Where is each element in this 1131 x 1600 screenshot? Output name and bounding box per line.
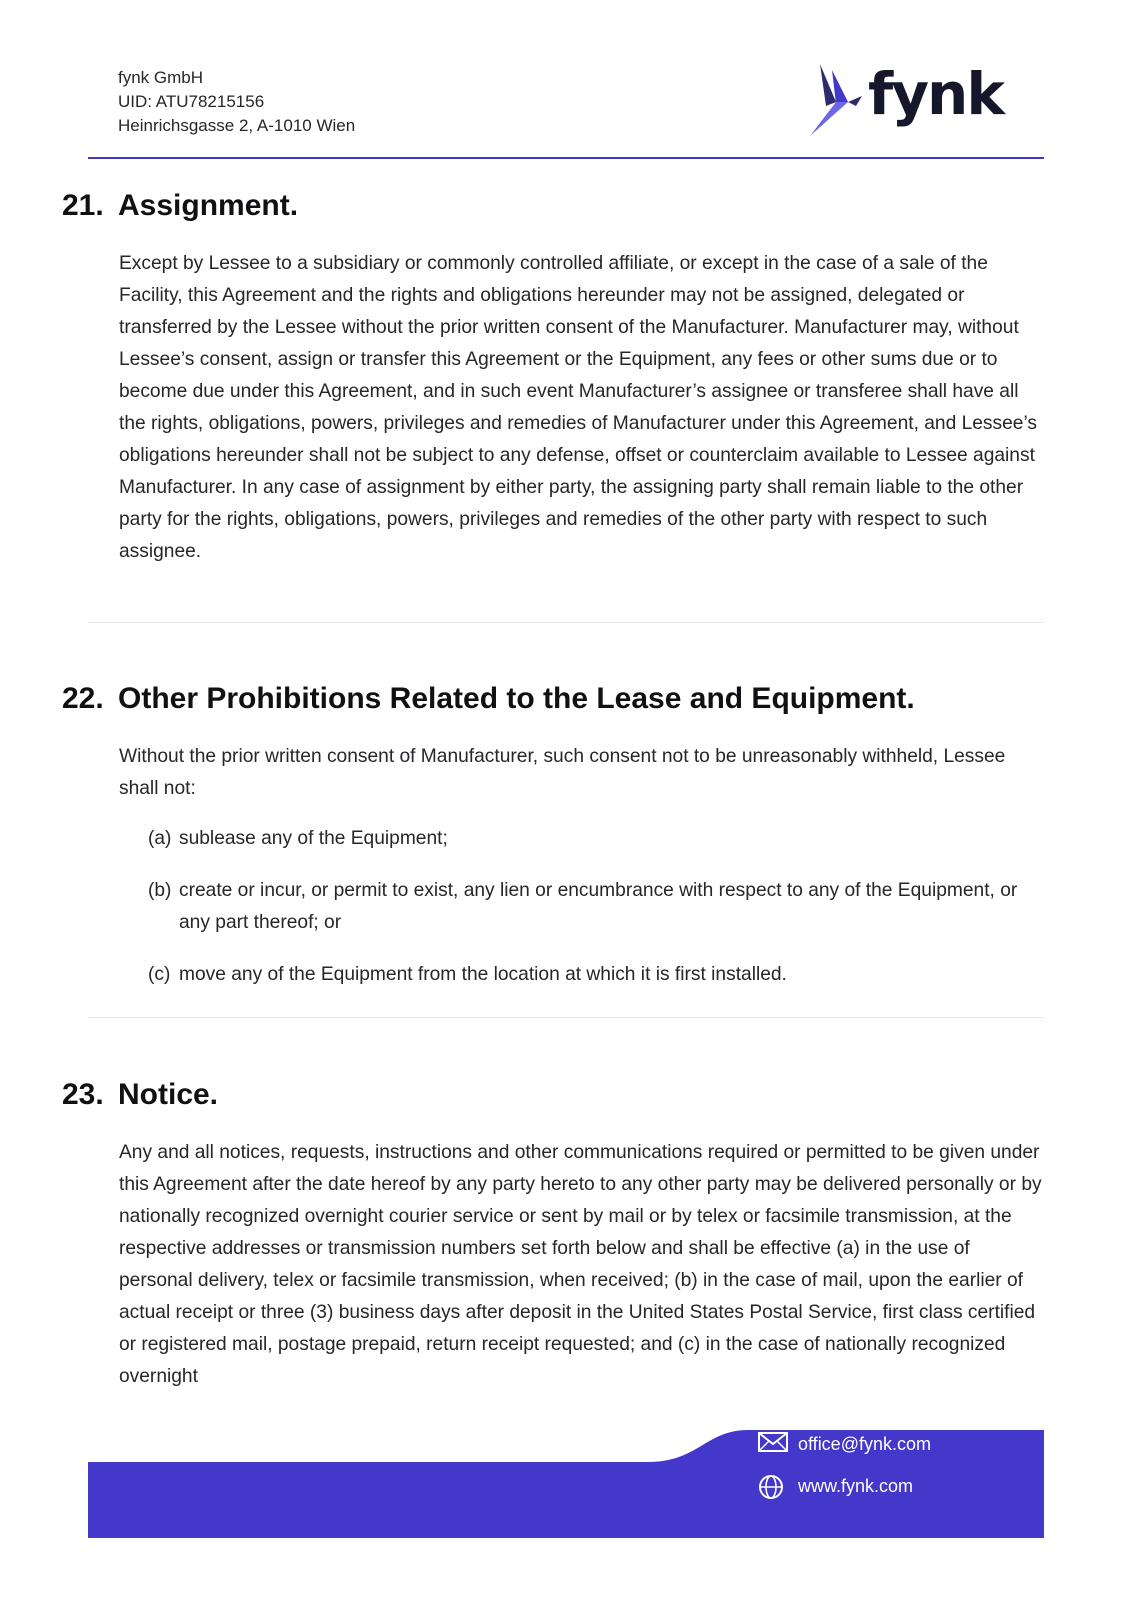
section-title: Assignment. (118, 189, 299, 222)
envelope-icon (758, 1432, 788, 1456)
section-heading (62, 186, 1044, 226)
section-number: 21. (62, 189, 104, 222)
section-title: Notice. (118, 1078, 219, 1111)
list-item (148, 823, 1044, 855)
email-link[interactable]: office@fynk.com (798, 1433, 931, 1454)
section-paragraph: Any and all notices, requests, instructions and other communications required or permitted to be given under this Agreement after the date hereof by any party hereto to any other party may be delivered personally or by nationally recognized overnight courier service or sent by mail or by telex or facsimile transmission, at the respective addresses or transmission numbers set forth below and shall be effective (a) in the use of personal delivery, telex or facsimile transmission, when received; (b) in the case of mail, upon the earlier of actual receipt or three (3) business days after deposit in the United States Postal Service, first class certified or registered mail, postage prepaid, return receipt requested; and (c) in the case of nationally recognized overnight (119, 1142, 1042, 1387)
header-rule (88, 157, 1044, 159)
section-21 (62, 186, 1044, 568)
company-address: Heinrichsgasse 2, A-1010 Wien (118, 116, 356, 135)
section-22 (62, 679, 1044, 1011)
section-number: 22. (62, 682, 104, 715)
section-23 (62, 1075, 1044, 1393)
list-item (148, 875, 1044, 939)
company-name: fynk GmbH (118, 68, 204, 87)
company-uid: UID: ATU78215156 (118, 92, 265, 111)
company-info (118, 66, 355, 138)
section-divider (88, 622, 1044, 623)
section-paragraph: Without the prior written consent of Manufacturer, such consent not to be unreasonably withheld, Lessee shall not: (119, 746, 1006, 799)
bird-logo-icon (806, 62, 868, 142)
section-title: Other Prohibitions Related to the Lease and Equipment. (118, 682, 915, 715)
prohibition-list (148, 823, 1044, 991)
section-divider (88, 1017, 1044, 1018)
list-item-text: sublease any of the Equipment; (179, 828, 448, 849)
section-heading (62, 679, 1044, 719)
page-footer (88, 1430, 1044, 1538)
list-item-text: move any of the Equipment from the location at which it is first installed. (179, 964, 787, 985)
section-number: 23. (62, 1078, 104, 1111)
footer-website[interactable] (758, 1474, 913, 1498)
list-item-letter: (a) (148, 828, 172, 849)
section-paragraph: Except by Lessee to a subsidiary or commonly controlled affiliate, or except in the case of a sale of the Facility, this Agreement and the rights and obligations hereunder may not be assigned, delegated or transferred by the Lessee without the prior written consent of the Manufacturer. Manufacturer may, without Lessee’s consent, assign or transfer this Agreement or the Equipment, any fees or other sums due or to become due under this Agreement, and in such event Manufacturer’s assignee or transferee shall have all the rights, obligations, powers, privileges and remedies of Manufacturer under this Agreement, and Lessee’s obligations hereunder shall not be subject to any defense, offset or counterclaim available to Lessee against Manufacturer. In any case of assignment by either party, the assigning party shall remain liable to the other party for the rights, obligations, powers, privileges and remedies of the other party with respect to such assignee. (119, 253, 1037, 562)
footer-email[interactable] (758, 1432, 931, 1456)
list-item-text: create or incur, or permit to exist, any lien or encumbrance with respect to any of the Equipment, or any part thereof; or (179, 880, 1018, 933)
logo-wordmark: fynk (868, 60, 1003, 128)
page-header (88, 60, 1044, 160)
list-item-letter: (b) (148, 880, 172, 901)
list-item (148, 959, 1044, 991)
section-heading (62, 1075, 1044, 1115)
website-link[interactable]: www.fynk.com (798, 1475, 914, 1496)
globe-icon (758, 1474, 788, 1498)
fynk-logo (806, 62, 1006, 142)
list-item-letter: (c) (148, 964, 171, 985)
